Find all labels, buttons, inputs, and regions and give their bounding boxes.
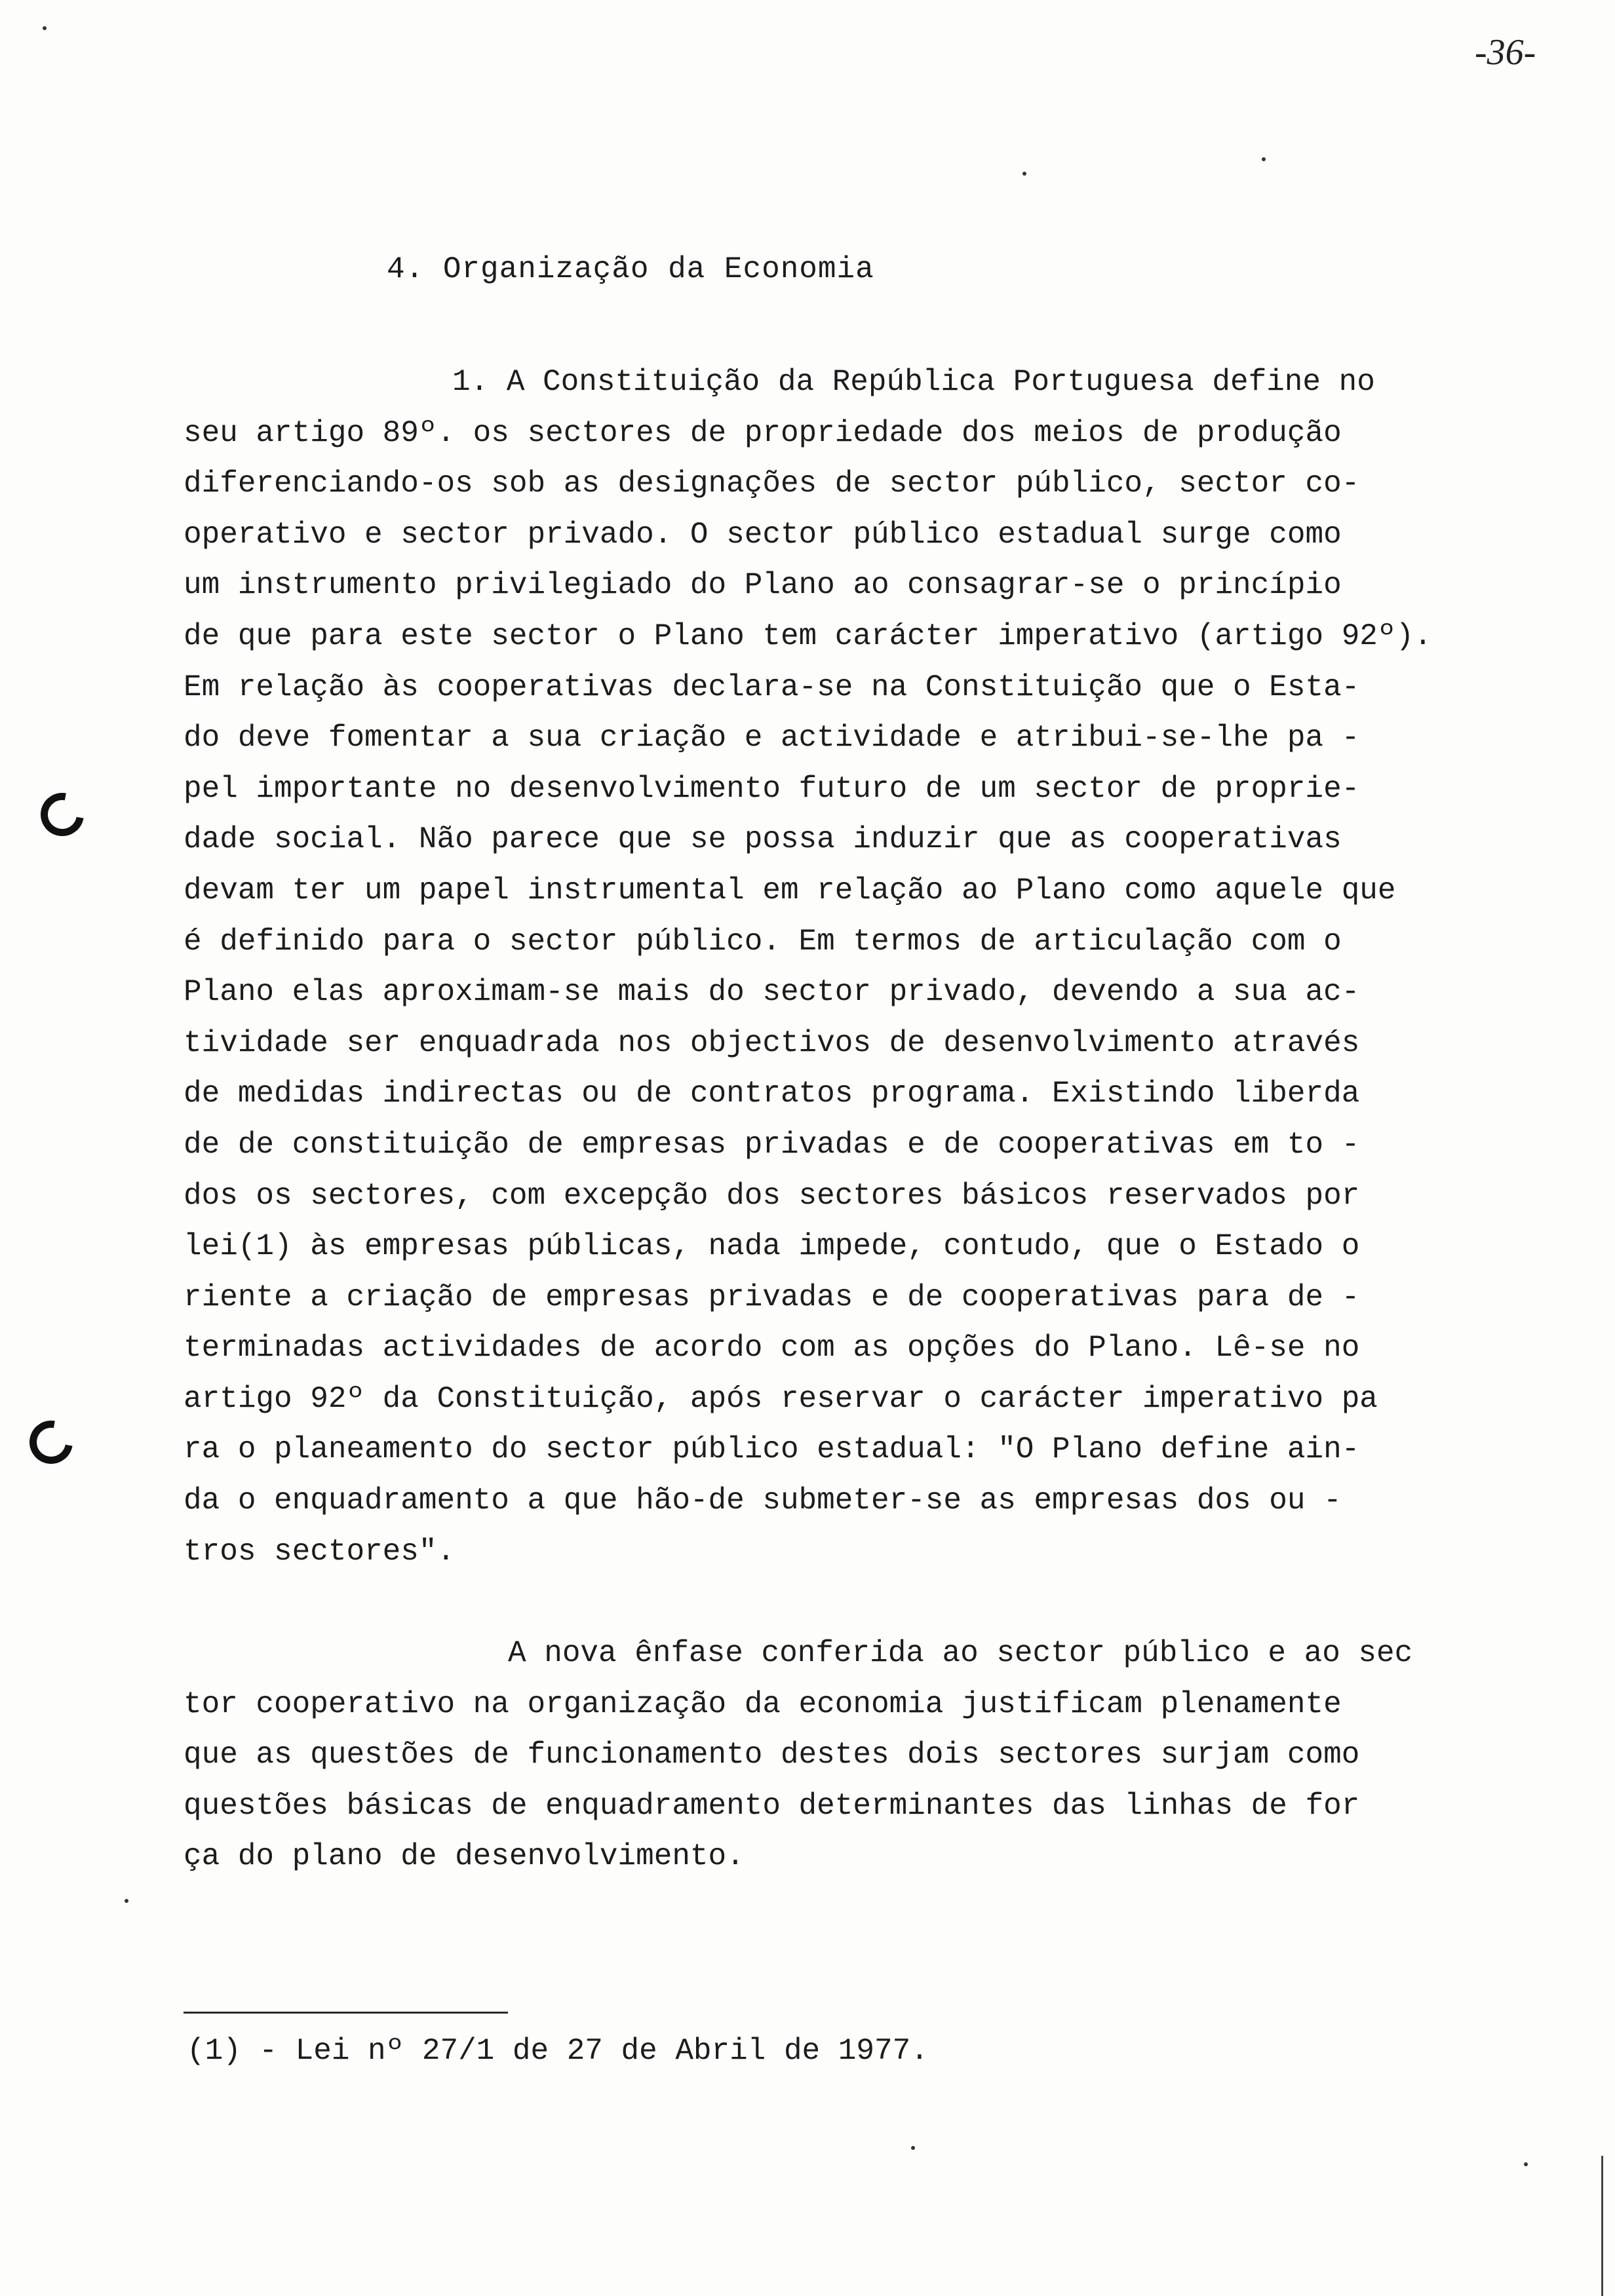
paragraph-line: lei(1) às empresas públicas, nada impede, contudo, que o Estado o [184, 1229, 1360, 1264]
scan-speck [911, 2146, 915, 2150]
section-heading: 4. Organização da Economia [387, 252, 874, 286]
paragraph-line: do deve fomentar a sua criação e actividade e atribui-se-lhe pa - [184, 721, 1360, 756]
paragraph-line: 1. A Constituição da República Portuguesa define no [452, 365, 1375, 399]
scan-speck [1262, 157, 1266, 161]
paragraph-line: diferenciando-os sob as designações de sector público, sector co- [184, 467, 1360, 501]
footnote: (1) - Lei nº 27/1 de 27 de Abril de 1977. [187, 2034, 929, 2068]
paragraph-line: dade social. Não parece que se possa induzir que as cooperativas [184, 822, 1342, 857]
paragraph-2 [184, 1628, 1514, 1883]
scan-speck [43, 26, 47, 30]
paragraph-line: ra o planeamento do sector público estadual: "O Plano define ain- [184, 1432, 1360, 1467]
paragraph-line: terminadas actividades de acordo com as opções do Plano. Lê-se no [184, 1331, 1360, 1366]
paragraph-line: Em relação às cooperativas declara-se na Constituição que o Esta- [184, 670, 1360, 704]
scan-speck [125, 1899, 128, 1903]
paragraph-line: artigo 92º da Constituição, após reservar o carácter imperativo pa [184, 1381, 1378, 1416]
paragraph-line: de de constituição de empresas privadas e de cooperativas em to - [184, 1127, 1360, 1162]
binder-hole-mark [32, 784, 92, 845]
scan-speck [1022, 172, 1026, 176]
paragraph-line: Plano elas aproximam-se mais do sector privado, devendo a sua ac- [184, 975, 1360, 1010]
footnote-separator [184, 2012, 508, 2014]
paragraph-line: tor cooperativo na organização da economia justificam plenamente [184, 1687, 1342, 1721]
paragraph-line: de que para este sector o Plano tem carácter imperativo (artigo 92º). [184, 619, 1432, 653]
paragraph-line: pel importante no desenvolvimento futuro de um sector de proprie- [184, 771, 1360, 806]
paragraph-line: da o enquadramento a que hão-de submeter-se as empresas dos ou - [184, 1483, 1342, 1518]
paragraph-line: riente a criação de empresas privadas e de cooperativas para de - [184, 1280, 1360, 1314]
paragraph-line: ça do plano de desenvolvimento. [184, 1839, 745, 1874]
paragraph-line: um instrumento privilegiado do Plano ao consagrar-se o princípio [184, 568, 1342, 603]
paragraph-line: dos os sectores, com excepção dos sectores básicos reservados por [184, 1178, 1360, 1213]
paragraph-line: questões básicas de enquadramento determinantes das linhas de for [184, 1788, 1360, 1823]
paragraph-line: seu artigo 89º. os sectores de propriedade dos meios de produção [184, 415, 1342, 450]
paragraph-1 [184, 357, 1514, 1577]
scan-edge [1601, 2156, 1603, 2296]
paragraph-line: A nova ênfase conferida ao sector público e ao sec [508, 1636, 1413, 1670]
binder-hole-mark [21, 1412, 81, 1472]
scan-speck [1524, 2162, 1528, 2166]
paragraph-line: tros sectores". [184, 1534, 456, 1569]
paragraph-line: operativo e sector privado. O sector público estadual surge como [184, 517, 1342, 552]
paragraph-line: tividade ser enquadrada nos objectivos de desenvolvimento através [184, 1025, 1360, 1060]
paragraph-line: devam ter um papel instrumental em relação ao Plano como aquele que [184, 873, 1396, 908]
paragraph-line: de medidas indirectas ou de contratos programa. Existindo liberda [184, 1077, 1360, 1111]
paragraph-line: que as questões de funcionamento destes dois sectores surjam como [184, 1738, 1360, 1772]
page-number: -36- [1475, 32, 1536, 73]
paragraph-line: é definido para o sector público. Em termos de articulação com o [184, 924, 1342, 959]
